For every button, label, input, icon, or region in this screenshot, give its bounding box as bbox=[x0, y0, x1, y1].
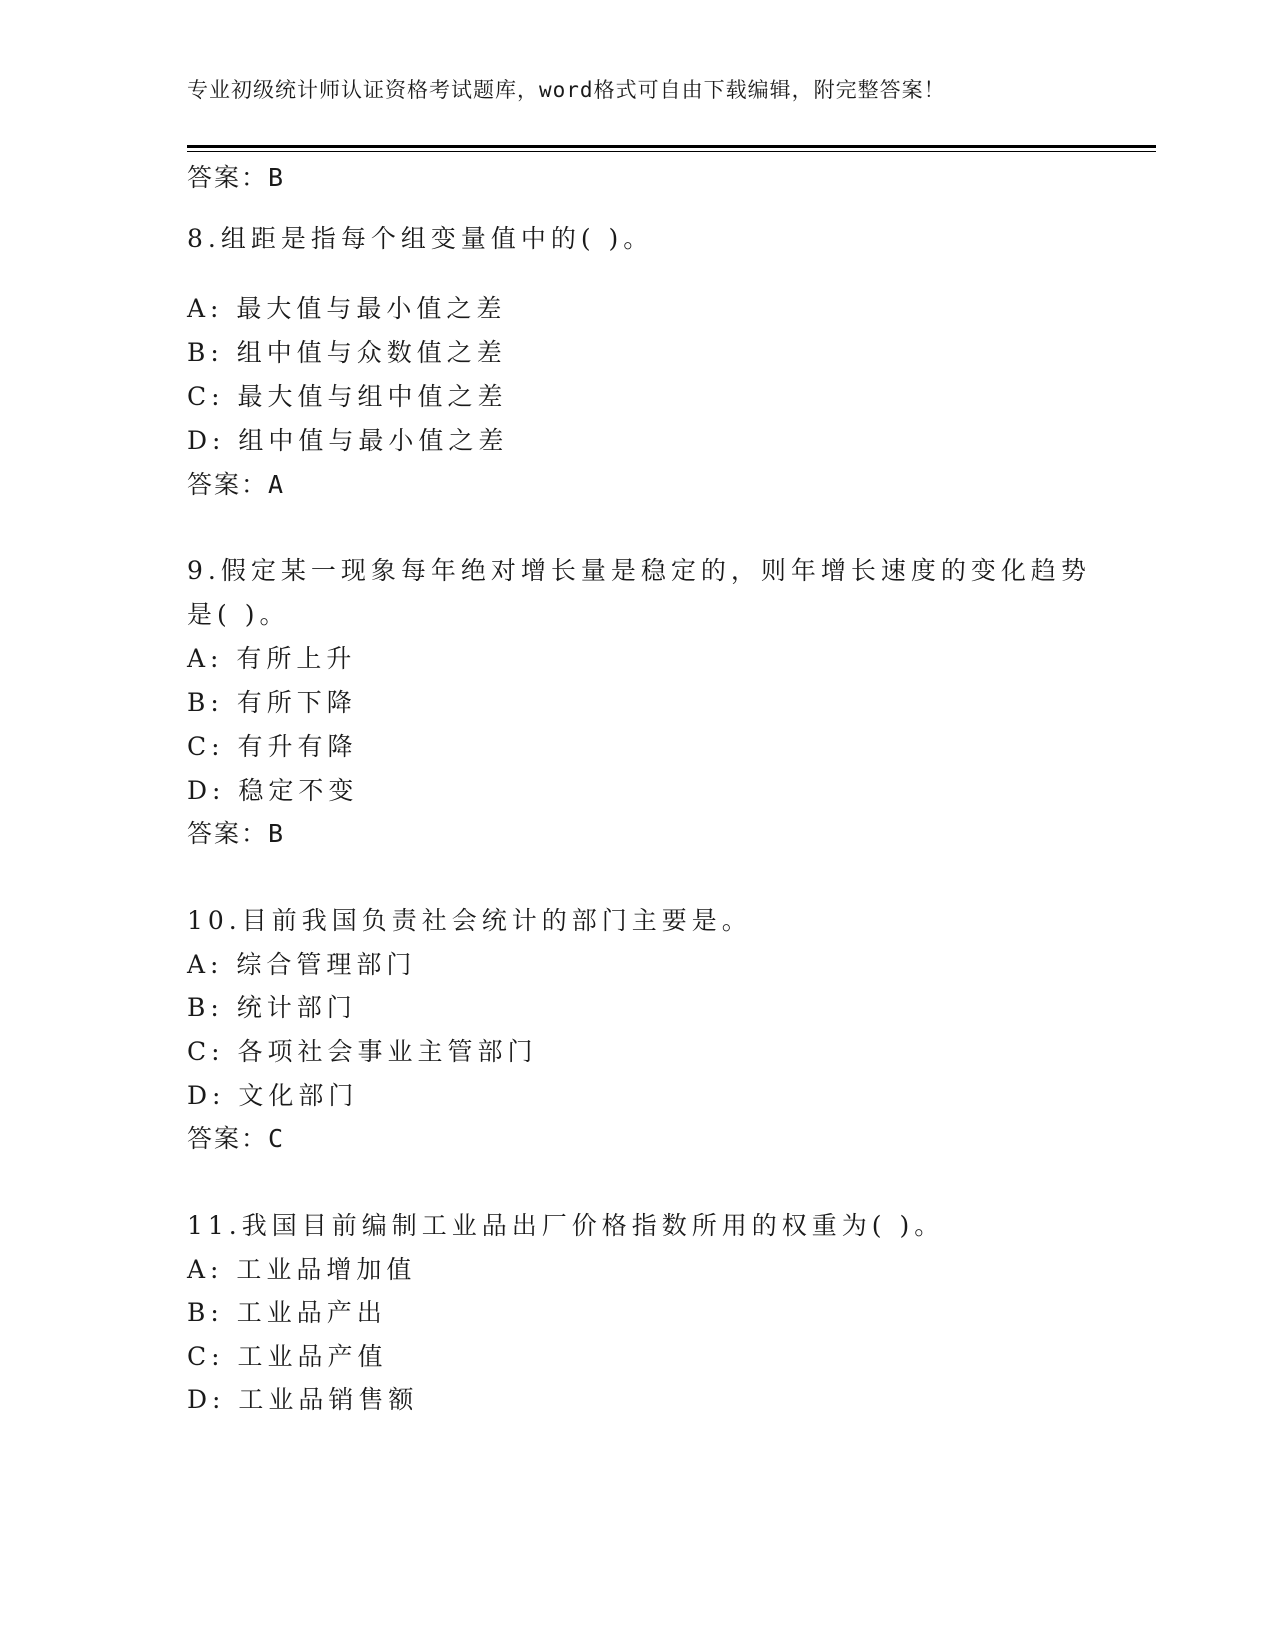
header-rule-thick bbox=[187, 145, 1156, 148]
question-11: 11.我国目前编制工业品出厂价格指数所用的权重为( )。 bbox=[187, 1211, 945, 1240]
question-10: 10.目前我国负责社会统计的部门主要是。 bbox=[187, 906, 752, 935]
question-9-line2: 是( )。 bbox=[187, 600, 290, 629]
option-11d: D: 工业品销售额 bbox=[187, 1385, 419, 1414]
option-11a: A: 工业品增加值 bbox=[187, 1255, 417, 1284]
option-8d: D: 组中值与最小值之差 bbox=[187, 426, 509, 455]
option-8c: C: 最大值与组中值之差 bbox=[187, 382, 508, 411]
question-9-line1: 9.假定某一现象每年绝对增长量是稳定的，则年增长速度的变化趋势 bbox=[187, 556, 1091, 585]
option-9b: B: 有所下降 bbox=[187, 688, 357, 717]
page-header: 专业初级统计师认证资格考试题库，word格式可自由下载编辑，附完整答案！ bbox=[187, 78, 946, 102]
option-10b: B: 统计部门 bbox=[187, 993, 357, 1022]
option-8a: A: 最大值与最小值之差 bbox=[187, 294, 507, 323]
answer-q7: 答案：B bbox=[187, 163, 286, 192]
option-11c: C: 工业品产值 bbox=[187, 1342, 388, 1371]
option-8b: B: 组中值与众数值之差 bbox=[187, 338, 507, 367]
answer-q10: 答案：C bbox=[187, 1124, 286, 1153]
answer-q9: 答案：B bbox=[187, 819, 286, 848]
option-11b: B: 工业品产出 bbox=[187, 1298, 387, 1327]
option-10c: C: 各项社会事业主管部门 bbox=[187, 1037, 538, 1066]
option-9a: A: 有所上升 bbox=[187, 644, 357, 673]
answer-q8: 答案：A bbox=[187, 470, 286, 499]
option-9d: D: 稳定不变 bbox=[187, 776, 359, 805]
option-10d: D: 文化部门 bbox=[187, 1081, 359, 1110]
option-10a: A: 综合管理部门 bbox=[187, 950, 417, 979]
question-8: 8.组距是指每个组变量值中的( )。 bbox=[187, 224, 654, 253]
option-9c: C: 有升有降 bbox=[187, 732, 358, 761]
header-rule-thin bbox=[187, 151, 1156, 152]
